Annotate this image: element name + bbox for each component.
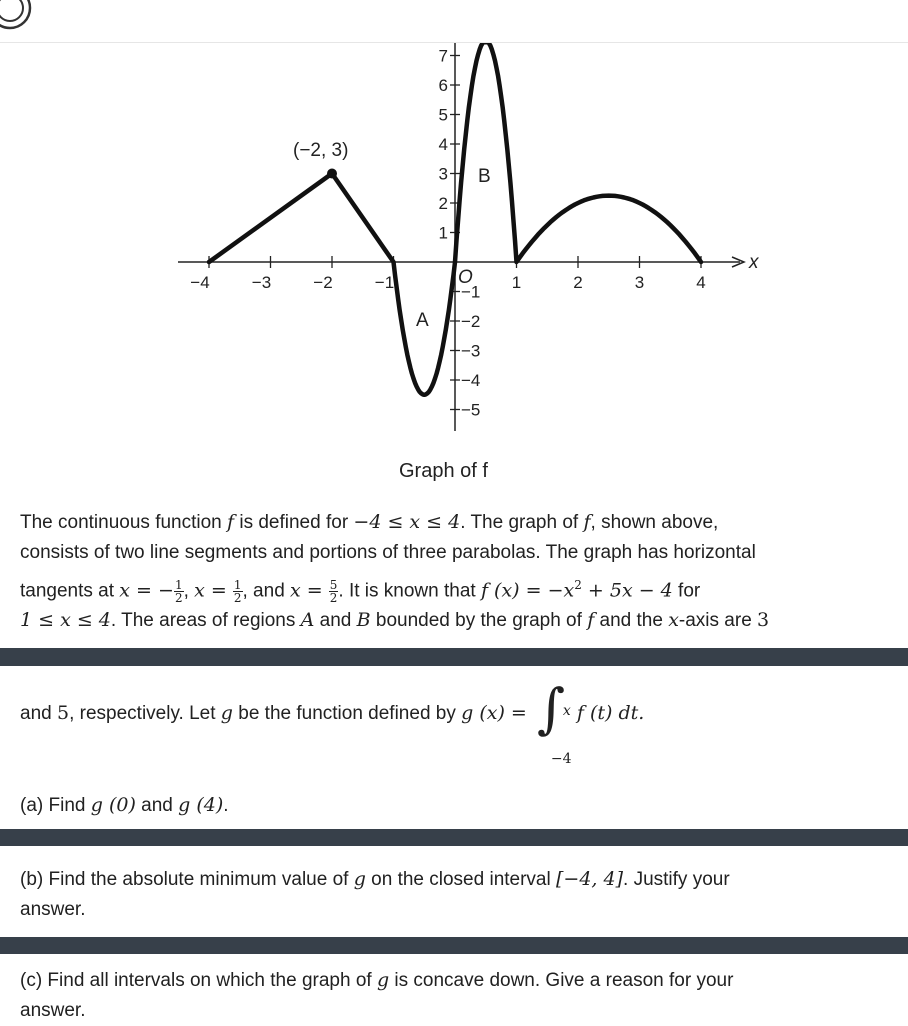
y-tick-label: 3 [438,164,448,184]
x-axis-label: x [749,252,759,273]
x-tick-label: 2 [573,273,583,292]
fraction-one-half: $\frac{1}{2}$ [174,577,183,605]
x-tick-label: 3 [634,273,645,292]
y-tick-label: −5 [461,400,481,420]
graph-caption: Graph of f [399,460,488,482]
y-tick-label: 4 [438,135,448,154]
y-tick-label: −1 [461,282,481,302]
separator-1 [0,648,908,666]
top-bar [0,0,908,43]
y-tick-label: 1 [438,223,448,243]
info-circle-icon[interactable] [0,0,34,32]
point-label: (−2, 3) [293,140,349,161]
y-tick-label: −2 [461,312,481,331]
x-tick-label: −4 [190,273,210,292]
integral-sign: ∫ x −4 [536,676,572,767]
fraction-one-half-b: $\frac{1}{2}$ [233,577,242,605]
separator-2 [0,829,908,846]
origin-label: O [458,267,473,288]
fraction-five-halves: $\frac{5}{2}$ [329,577,338,605]
x-tick-label: −2 [313,273,333,292]
y-tick-label: 7 [438,46,448,66]
y-tick-label: 6 [438,76,448,95]
y-tick-label: 5 [438,105,448,125]
point-minus2-3 [327,169,337,179]
x-tick-label: −1 [374,273,395,292]
problem-line-1: The continuous function f is defined for −4 ≤ x ≤ 4. The graph of f, shown above, [20,511,719,533]
region-b-label: B [478,166,491,187]
problem-line-5: and 5, respectively. Let g be the function defined by g (x) = ∫ x −4 f (t) dt. [20,676,645,767]
y-tick-label: −3 [461,341,481,361]
x-tick-label: 1 [511,273,522,292]
y-tick-label: −4 [461,371,481,390]
problem-line-2: consists of two line segments and portions of three parabolas. The graph has horizontal [20,542,756,563]
graph-of-f [0,43,908,488]
x-tick-label: 4 [696,273,706,292]
x-tick-label: −3 [251,273,272,292]
question-c: (c) Find all intervals on which the graph of g is concave down. Give a reason for your answer. [20,969,734,1021]
problem-line-3: tangents at x = − $\frac{1}{2}$ , x = $\frac{1}{2}$ , and x = $\frac{5}{2}$ . It is known that f $(x) = -x^2 + 5x - 4$ for [20,577,701,605]
y-tick-label: 2 [438,194,448,213]
question-a: (a) Find g (0) and g (4). [20,794,229,816]
y-ticks [439,47,481,420]
question-b: (b) Find the absolute minimum value of g on the closed interval [−4, 4]. Justify your answer. [20,868,730,920]
problem-line-4: 1 ≤ x ≤ 4. The areas of regions A and B bounded by the graph of f and the x-axis are 3 [20,609,770,631]
region-a-label: A [416,310,429,331]
separator-3 [0,937,908,954]
